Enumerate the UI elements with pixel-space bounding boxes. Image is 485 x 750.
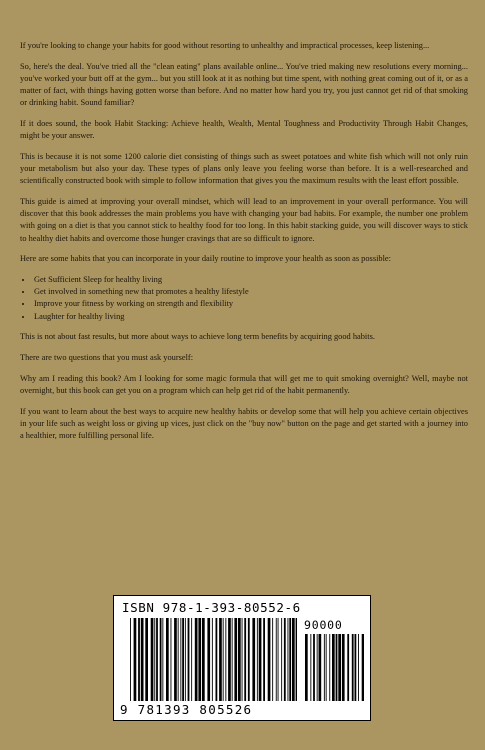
barcode-bar [332, 634, 335, 701]
barcode-bar [134, 618, 137, 701]
body-paragraph: This guide is aimed at improving your overall mindset, which will lead to an improvement in your overall performance. You will discover that this book addresses the main problems you have with changing your bad habits. For example, the number one problem with going on a diet is that you cannot stick to healthy food for too long. In this habit stacking guide, you will discover ways to stick to healthy diet habits and overcome those hunger cravings that are so difficult to ignore. [20, 197, 468, 243]
barcode-bar [257, 618, 258, 701]
barcode-bar [244, 618, 246, 701]
ean-digits: 9 781393 805526 [120, 702, 253, 717]
barcode-bar [145, 618, 148, 701]
barcode-bar [326, 634, 327, 701]
body-paragraph: Here are some habits that you can incorporate in your daily routine to improve your health as soon as possible: [20, 254, 391, 264]
price-code: 90000 [304, 618, 343, 632]
isbn-barcode [113, 595, 371, 721]
barcode-bar [154, 618, 155, 701]
body-paragraph: There are two questions that you must ask yourself: [20, 353, 194, 363]
barcode-bar [352, 634, 354, 701]
barcode-bar [171, 618, 172, 701]
barcode-bar [305, 634, 308, 701]
body-paragraph: Why am I reading this book? Am I looking for some magic formula that will get me to quit smoking overnight? Well, maybe not overnight, but this book can get you on a program which can help get rid of the habit permanently. [20, 373, 468, 395]
addon-barcode-bars [304, 634, 364, 701]
ean-barcode-bars [129, 618, 297, 701]
barcode-bar [228, 618, 231, 701]
barcode-bar [347, 634, 349, 701]
barcode-bar [195, 618, 198, 701]
barcode-bar [296, 618, 297, 701]
barcode-bar [336, 634, 338, 701]
barcode-bar [329, 634, 330, 701]
barcode-bar [313, 634, 315, 701]
back-cover-text [20, 40, 468, 451]
barcode-bar [156, 618, 158, 701]
barcode-bar [232, 618, 233, 701]
barcode-bar [289, 618, 291, 701]
barcode-bar [292, 618, 295, 701]
barcode-bar [182, 618, 184, 701]
isbn-label: ISBN 978-1-393-80552-6 [122, 600, 301, 615]
barcode-bar [342, 634, 345, 701]
barcode-bar [223, 618, 224, 701]
barcode-bar [160, 618, 162, 701]
body-paragraph: If it does sound, the book Habit Stacking: Achieve health, Wealth, Mental Toughness and Productivity Through Habit Changes, might be your answer. [20, 119, 468, 141]
list-item: • Get Sufficient Sleep for healthy living [33, 274, 468, 286]
barcode-bar [278, 618, 279, 701]
barcode-bar [225, 618, 226, 701]
barcode-bar [180, 618, 181, 701]
barcode-bar [317, 634, 318, 701]
barcode-bar [219, 618, 222, 701]
barcode-bar [188, 618, 190, 701]
barcode-bar [268, 618, 271, 701]
barcode-bar [162, 618, 163, 701]
barcode-bar [355, 634, 357, 701]
barcode-bar [191, 618, 192, 701]
barcode-bar [338, 634, 341, 701]
barcode-bar [284, 618, 286, 701]
barcode-bar [202, 618, 205, 701]
call-to-action-paragraph: If you want to learn about the best ways to acquire new healthy habits or develop some that will help you achieve certain objectives in your life such as weight loss or giving up vices, just click on the "buy now" button on the page and get started with a journey into a healthier, more fulfilling personal life. [20, 406, 468, 441]
barcode-bar [242, 618, 243, 701]
barcode-bar [259, 618, 262, 701]
barcode-bar [212, 618, 213, 701]
barcode-bar [130, 618, 131, 701]
barcode-bar [234, 618, 237, 701]
barcode-bar [281, 618, 282, 701]
barcode-bar [207, 618, 210, 701]
barcode-bar [263, 618, 265, 701]
barcode-bar [272, 618, 273, 701]
barcode-bar [238, 618, 241, 701]
barcode-bar [252, 618, 255, 701]
barcode-bar [198, 618, 201, 701]
barcode-bar [288, 618, 289, 701]
barcode-bar [248, 618, 250, 701]
barcode-bar [216, 618, 218, 701]
list-item: • Get involved in something new that promotes a healthy lifestyle [33, 286, 468, 298]
barcode-bar [319, 634, 322, 701]
barcode-bar [138, 618, 140, 701]
barcode-bar [178, 618, 179, 701]
list-item: • Improve your fitness by working on strength and flexibility [33, 298, 468, 310]
barcode-bar [151, 618, 154, 701]
barcode-bar [185, 618, 186, 701]
habits-list [20, 274, 468, 323]
body-paragraph: This is because it is not some 1200 calorie diet consisting of things such as sweet potatoes and white fish which will not only ruin your metabolism but also your day. These types of plans only leave you feeling worse than before. It is a well-researched and scientifically constructed book with simple to follow information that gives you the maximum results with the least effort possible. [20, 151, 468, 186]
barcode-bar [141, 618, 144, 701]
barcode-bar [362, 634, 364, 701]
body-paragraph: This is not about fast results, but more about ways to achieve long term benefits by acquiring good habits. [20, 332, 375, 342]
barcode-bar [174, 618, 177, 701]
barcode-bar [324, 634, 325, 701]
barcode-bar [276, 618, 277, 701]
barcode-bar [166, 618, 169, 701]
barcode-bar [310, 634, 311, 701]
intro-paragraph: If you're looking to change your habits for good without resorting to unhealthy and impractical processes, keep listening... [20, 41, 430, 50]
barcode-bar [358, 634, 359, 701]
body-paragraph: So, here's the deal. You've tried all the "clean eating" plans available online... You've tried making new resolutions every morning... you've worked your butt off at the gym... but you still look at it as nothing but time spent, with nothing great coming out of it, or as a matter of fact, with things having gotten worse than before. And no matter how hard you try, you just cannot get rid of that smoking or drinking habit. Sound familiar? [20, 61, 468, 108]
list-item: • Laughter for healthy living [33, 311, 468, 323]
